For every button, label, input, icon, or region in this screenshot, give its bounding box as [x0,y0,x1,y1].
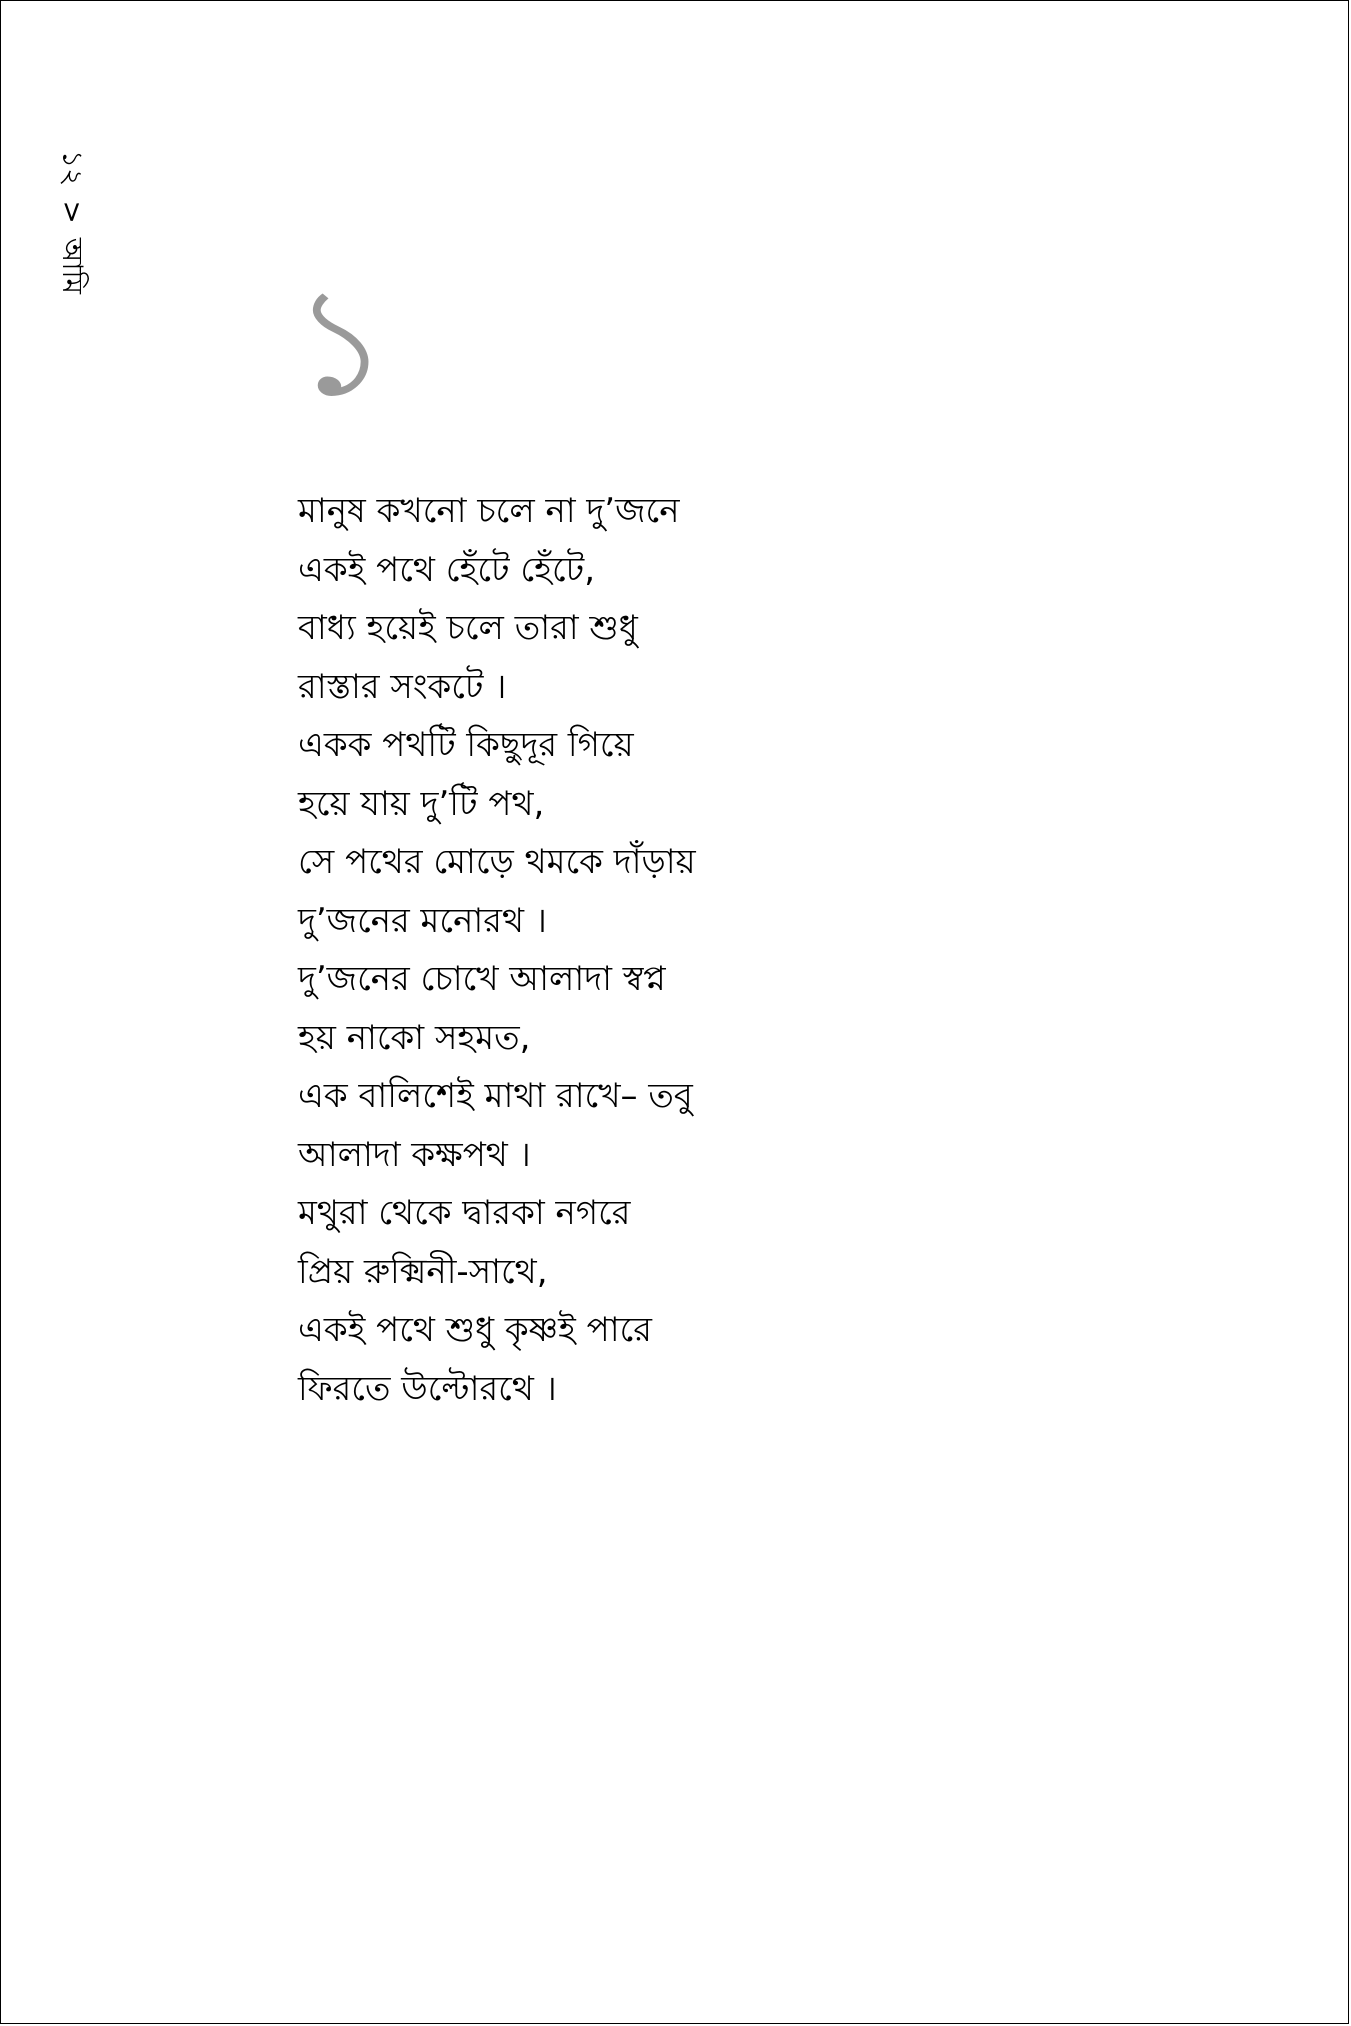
header-separator: > [56,200,89,224]
poem-line: দু’জনের মনোরথ । [298,900,547,941]
poem-line: প্রিয় রুক্মিনী-সাথে, [298,1251,548,1292]
poem-line: একক পথটি কিছুদূর গিয়ে [298,725,634,765]
running-header [42,150,102,295]
poem-line: হয়ে যায় দু’টি পথ, [298,783,545,824]
page-number: ১২ [56,150,89,187]
poem-line: আলাদা কক্ষপথ । [298,1134,531,1175]
poem-line: রাস্তার সংকটে । [298,666,507,707]
book-title: আমি [56,237,89,295]
poem-line: দু’জনের চোখে আলাদা স্বপ্ন [298,959,666,999]
poem-line: ফিরতে উল্টোরথে । [298,1368,557,1409]
poem-line: একই পথে হেঁটে হেঁটে, [298,549,596,590]
poem-line: এক বালিশেই মাথা রাখে– তবু [298,1076,693,1116]
poem-line: একই পথে শুধু কৃষ্ণই পারে [298,1310,652,1350]
poem-line: মথুরা থেকে দ্বারকা নগরে [298,1193,631,1233]
poem-line: সে পথের মোড়ে থমকে দাঁড়ায় [298,842,696,882]
poem-line: বাধ্য হয়েই চলে তারা শুধু [298,608,638,648]
poem-line: হয় নাকো সহমত, [298,1017,531,1058]
poem-number: ১ [292,256,390,430]
poem-body [298,482,696,1418]
poem-line: মানুষ কখনো চলে না দু’জনে [298,491,680,531]
